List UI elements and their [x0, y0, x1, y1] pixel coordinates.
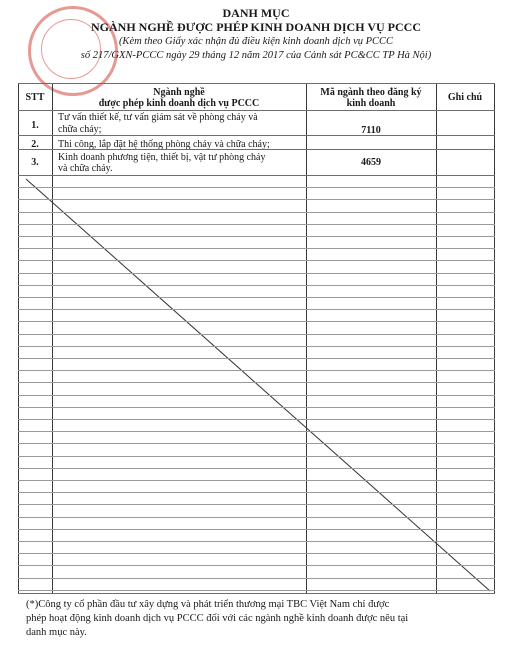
- table-row-line: [18, 135, 495, 136]
- table-empty-row-line: [18, 578, 495, 579]
- table-empty-row-line: [18, 382, 495, 383]
- table-empty-row-line: [18, 321, 495, 322]
- table-empty-row-line: [18, 212, 495, 213]
- header-notes: Ghi chú: [447, 92, 483, 103]
- row-3-profession-line-2: và chữa cháy.: [58, 163, 113, 174]
- table-row-line: [18, 175, 495, 176]
- header-stt: STT: [25, 92, 45, 103]
- row-2-profession: Thi công, lắp đặt hệ thống phòng cháy và chữa cháy;: [58, 139, 270, 150]
- table-empty-row-line: [18, 517, 495, 518]
- row-1-code: 7110: [361, 125, 381, 136]
- table-empty-row-line: [18, 224, 495, 225]
- table-empty-row-line: [18, 199, 495, 200]
- table-empty-row-line: [18, 590, 495, 591]
- table-empty-row-line: [18, 370, 495, 371]
- table-empty-row-line: [18, 529, 495, 530]
- table-empty-row-line: [18, 297, 495, 298]
- table-empty-row-line: [18, 565, 495, 566]
- table-row-line: [18, 110, 495, 111]
- header-code-line-2: kinh doanh: [346, 98, 396, 109]
- table-empty-row-line: [18, 468, 495, 469]
- table-empty-row-line: [18, 236, 495, 237]
- row-3-stt: 3.: [31, 157, 39, 168]
- document-subtitle: NGÀNH NGHỀ ĐƯỢC PHÉP KINH DOANH DỊCH VỤ PCCC: [90, 20, 421, 34]
- table-empty-row-line: [18, 480, 495, 481]
- table-border: [18, 593, 495, 594]
- table-row-line: [18, 83, 495, 84]
- header-code-line-1: Mã ngành theo đăng ký: [320, 87, 422, 98]
- footnote-line-2: phép hoạt động kinh doanh dịch vụ PCCC đối với các ngành nghề kinh doanh được nêu tại: [26, 613, 409, 624]
- table-empty-row-line: [18, 443, 495, 444]
- table-empty-row-line: [18, 456, 495, 457]
- row-3-profession-line-1: Kinh doanh phương tiện, thiết bị, vật tư phòng cháy: [58, 152, 266, 163]
- header-profession-line-2: được phép kinh doanh dịch vụ PCCC: [98, 98, 260, 109]
- row-1-profession-line-2: chữa cháy;: [58, 124, 102, 135]
- table-empty-row-line: [18, 260, 495, 261]
- document-title: DANH MỤC: [222, 6, 290, 20]
- attachment-note-line-2: số 217/GXN-PCCC ngày 29 tháng 12 năm 2017 của Cảnh sát PC&CC TP Hà Nội): [80, 50, 432, 61]
- footnote-line-3: danh mục này.: [26, 627, 87, 638]
- header-profession-line-1: Ngành nghề: [153, 87, 205, 98]
- attachment-note-line-1: (Kèm theo Giấy xác nhận đủ điều kiện kinh doanh dịch vụ PCCC: [118, 36, 394, 47]
- row-1-stt: 1.: [31, 120, 39, 131]
- table-empty-row-line: [18, 492, 495, 493]
- table-empty-row-line: [18, 395, 495, 396]
- footnote-line-1: (*)Công ty cổ phần đầu tư xây dựng và phát triển thương mại TBC Việt Nam chỉ được: [26, 599, 390, 610]
- table-empty-row-line: [18, 187, 495, 188]
- table-row-line: [18, 149, 495, 150]
- table-empty-row-line: [18, 334, 495, 335]
- table-empty-row-line: [18, 407, 495, 408]
- row-2-stt: 2.: [31, 139, 39, 150]
- table-empty-row-line: [18, 273, 495, 274]
- profession-table: [18, 83, 495, 594]
- row-1-profession-line-1: Tư vấn thiết kế, tư vấn giám sát về phòng cháy và: [58, 112, 258, 123]
- table-empty-row-line: [18, 541, 495, 542]
- table-empty-row-line: [18, 285, 495, 286]
- table-empty-row-line: [18, 248, 495, 249]
- table-empty-row-line: [18, 431, 495, 432]
- row-3-code: 4659: [361, 157, 381, 168]
- table-empty-row-line: [18, 553, 495, 554]
- table-empty-row-line: [18, 346, 495, 347]
- table-empty-row-line: [18, 419, 495, 420]
- table-empty-row-line: [18, 504, 495, 505]
- table-empty-row-line: [18, 309, 495, 310]
- table-empty-row-line: [18, 358, 495, 359]
